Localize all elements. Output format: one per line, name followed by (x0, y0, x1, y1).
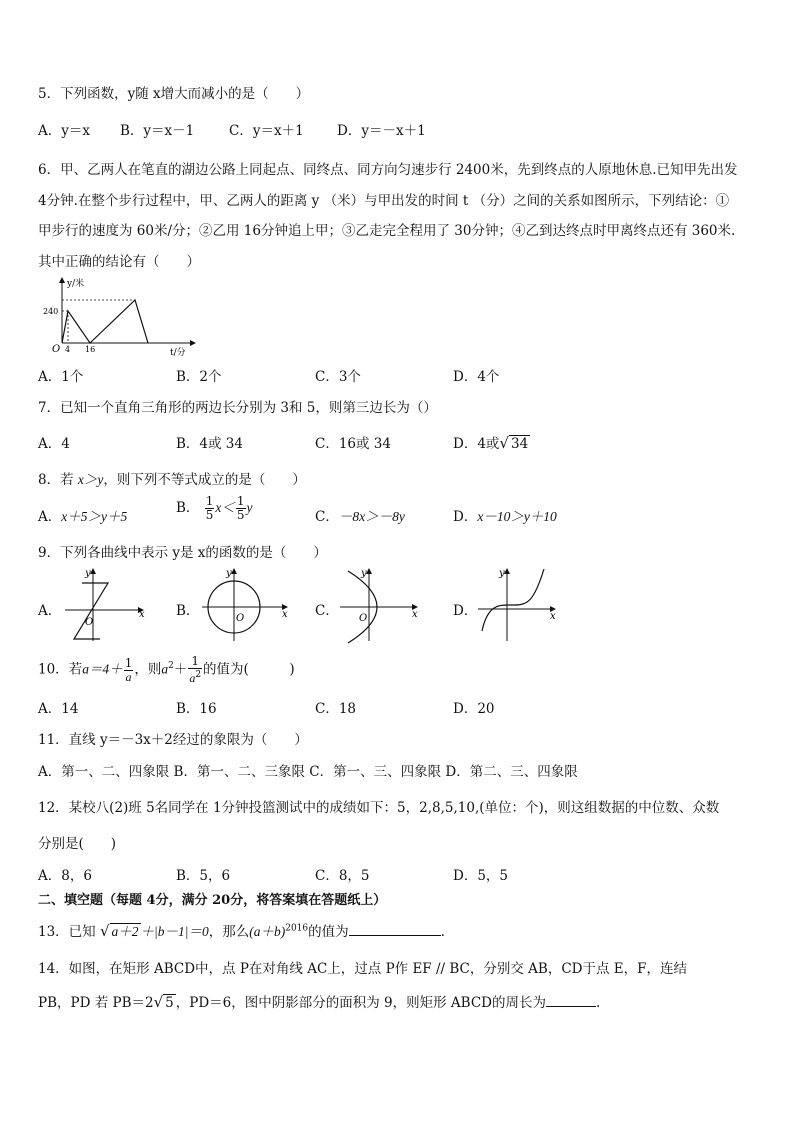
q13-paren: (a＋b) (249, 924, 286, 939)
q8-option-c (315, 505, 405, 525)
q7-sqrt-body: 34 (510, 436, 529, 452)
q6-option-b: B．2个 (176, 369, 222, 385)
q9a-y-label: y (85, 568, 91, 579)
q8-option-d (453, 505, 557, 525)
q9b-y-arrow (231, 568, 237, 574)
q13-tail: 的值为 (308, 924, 349, 940)
q8-option-a (38, 505, 127, 525)
q10-frac2-den-exp: 2 (195, 670, 202, 680)
q9c-origin: O (359, 613, 368, 624)
q14-line2-a: PB，PD 若 PB＝2 (38, 995, 154, 1011)
q8-frac1-den: 5 (205, 508, 214, 522)
q10-option-d: D．20 (453, 701, 495, 717)
q8-condition: x＞y (77, 472, 104, 487)
q10-fraction-1a (124, 657, 134, 684)
q8-stem (38, 468, 306, 488)
q8-option-a-label: A． (38, 509, 62, 525)
q10-frac1-den: a (125, 669, 132, 684)
q7-option-d (453, 432, 530, 452)
q9-graph-b (198, 565, 290, 645)
q10-a2-base: a (161, 661, 169, 677)
q8-frac2-den: 5 (236, 508, 245, 522)
q7-option-c: C．16或 34 (315, 436, 391, 452)
q13-answer-blank[interactable] (349, 935, 441, 936)
q9-label-c: C． (315, 603, 339, 619)
q7-option-d-text: D．4或 (453, 436, 500, 452)
q9-label-a: A． (38, 603, 62, 619)
q8-option-b-end: y (246, 500, 253, 515)
q8-stem-b: ，则下列不等式成立的是（ ） (103, 472, 306, 488)
section-heading-fill-in: 二、填空题（每题 4分，满分 20分，将答案填在答题纸上） (38, 893, 387, 908)
q7-sqrt-sign: √ (499, 434, 509, 452)
q10-option-a: A．14 (38, 701, 79, 717)
q6-x-tick-4: 4 (65, 345, 71, 354)
q13-exp: 2016 (285, 923, 309, 934)
q6-y-arrow (59, 277, 65, 283)
q9-label-d: D． (453, 603, 478, 619)
q6-x-tick-16: 16 (85, 345, 96, 354)
q6-y-tick-240: 240 (43, 307, 59, 316)
q9b-x-label: x (282, 609, 288, 620)
q8-option-c-expr: －8x＞－8y (338, 509, 405, 524)
q14-answer-blank[interactable] (546, 1006, 596, 1007)
q14-line2-b: ，PD＝6，图中阴影部分的面积为 9，则矩形 ABCD的周长为 (175, 995, 546, 1011)
q7-option-a: A．4 (38, 436, 70, 452)
q9a-x-label: x (139, 609, 145, 620)
q12-option-c: C．8，5 (315, 868, 370, 884)
q6-line2: 4分钟.在整个步行过程中，甲、乙两人的距离 y （米）与甲出发的时间 t （分）之间的关系如图所示，下列结论：① (38, 193, 730, 209)
q12-option-b: B．5，6 (176, 868, 231, 884)
q8-frac2-num: 1 (236, 494, 245, 508)
q13-sqrt-sign: √ (99, 922, 110, 940)
q9d-y-label: y (499, 568, 505, 579)
q10-frac2-den (188, 669, 202, 685)
q12-option-a: A．8，6 (38, 868, 92, 884)
q12-option-d: D．5，5 (453, 868, 509, 884)
q6-option-d: D．4个 (453, 369, 500, 385)
q9c-y-arrow (366, 568, 372, 574)
q8-option-d-expr: x－10＞y＋10 (477, 509, 557, 524)
q8-fraction-2 (236, 495, 246, 522)
q13-pre: 13．已知 (38, 924, 96, 940)
q8-stem-a: 8．若 (38, 472, 74, 488)
q9c-y-label: y (361, 568, 367, 579)
q6-distance-line (62, 300, 148, 343)
q12-line1: 12．某校八(2)班 5名同学在 1分钟投篮测试中的成绩如下：5，2,8,5,10,(单位：个)，则这组数据的中位数、众数 (38, 800, 720, 816)
q9a-origin: O (85, 617, 94, 628)
q8-frac1-num: 1 (205, 494, 214, 508)
q6-x-arrow (190, 340, 196, 346)
q10-frac1-num: 1 (124, 655, 133, 670)
q14-line2-end: . (596, 995, 601, 1011)
q10-frac2-num: 1 (188, 655, 202, 669)
q9d-curve (482, 569, 544, 631)
q10-mid: ，则 (134, 661, 162, 678)
q10-frac2-den-base: a (189, 671, 196, 685)
q11-stem: 11．直线 y＝－3x＋2经过的象限为（ ） (38, 732, 308, 748)
q14-line1: 14．如图，在矩形 ABCD中，点 P在对角线 AC上，过点 P作 EF // BC，分别交 AB，CD于点 E，F，连结 (38, 961, 687, 977)
q10-a-eq: a＝4＋ (82, 661, 123, 677)
q9b-y-label: y (226, 568, 232, 579)
q8-option-b (176, 495, 253, 522)
q14-line2 (38, 991, 600, 1011)
q14-sqrt-sign: √ (153, 993, 164, 1011)
q5-option-a: A．y＝x (38, 123, 90, 139)
q7-option-b: B．4或 34 (176, 436, 243, 452)
q13-abs: ＋|b－1|＝0 (140, 924, 209, 939)
q10-plus: ＋ (173, 661, 188, 678)
q6-y-label: y/米 (67, 279, 85, 289)
q13-stem: 13．已知 √ a＋2 ＋|b－1|＝0，那么$(a+b)^{2016}$的值为 . (38, 922, 445, 940)
q9-stem: 9．下列各曲线中表示 y是 x的函数的是（ ） (38, 545, 327, 561)
q9d-y-arrow (504, 568, 510, 574)
q5-option-d: D．y＝－x＋1 (337, 123, 426, 139)
q6-option-a: A．1个 (38, 369, 84, 385)
q6-origin: O (52, 344, 61, 355)
q6-line3: 甲步行的速度为 60米/分；②乙用 16分钟追上甲；③乙走完全程用了 30分钟；④乙到达终点时甲离终点还有 360米. (38, 223, 736, 239)
q8-option-b-label: B． (176, 500, 200, 516)
q7-stem: 7．已知一个直角三角形的两边长分别为 3和 5，则第三边长为（） (38, 400, 437, 416)
q6-option-c: C．3个 (315, 369, 361, 385)
q5-stem: 5．下列函数，y随 x增大而减小的是（ ） (38, 86, 310, 102)
q13-sqrt-body: a＋2 (111, 924, 139, 939)
q9d-x-label: x (550, 611, 556, 622)
q8-option-d-label: D． (453, 509, 478, 525)
q11-options: A．第一、二、四象限 B．第一、二、三象限 C．第一、三、四象限 D．第二、三、四象限 (38, 764, 578, 780)
q6-distance-graph (40, 275, 200, 357)
q6-line1: 6．甲、乙两人在笔直的湖边公路上同起点、同终点、同方向匀速步行 2400米，先到终点的人原地休息.已知甲先出发 (38, 162, 738, 178)
q8-option-c-label: C． (315, 509, 339, 525)
q10-a2-exp: 2 (168, 661, 174, 671)
q10-fraction-1a2 (188, 655, 202, 685)
q9-graph-d (474, 565, 560, 645)
q9c-x-label: x (412, 609, 418, 620)
q6-x-label: t/分 (170, 348, 186, 357)
q10-stem (38, 655, 295, 685)
q8-option-b-mid: x＜ (215, 500, 235, 515)
q8-fraction-1 (205, 495, 215, 522)
q10-option-b: B．16 (176, 701, 217, 717)
q9-graph-c (336, 565, 422, 645)
q9a-curve (74, 583, 108, 639)
q12-line2: 分别是( ) (38, 836, 117, 852)
q9-label-b: B． (176, 603, 200, 619)
q14-sqrt-body: 5 (165, 995, 174, 1011)
q9-graph-a (60, 565, 146, 645)
q8-option-a-expr: x＋5＞y＋5 (61, 509, 128, 524)
q6-line4: 其中正确的结论有（ ） (38, 254, 200, 270)
q9b-origin: O (236, 613, 245, 624)
q5-option-c: C．y＝x＋1 (229, 123, 304, 139)
q10-tail: 的值为( ) (203, 661, 295, 678)
q5-option-b: B．y＝x－1 (120, 123, 195, 139)
q10-option-c: C．18 (315, 701, 357, 717)
q10-stem-a: 10．若 (38, 661, 83, 678)
q13-mid: ，那么 (208, 924, 250, 940)
q9a-y-arrow (90, 568, 96, 574)
